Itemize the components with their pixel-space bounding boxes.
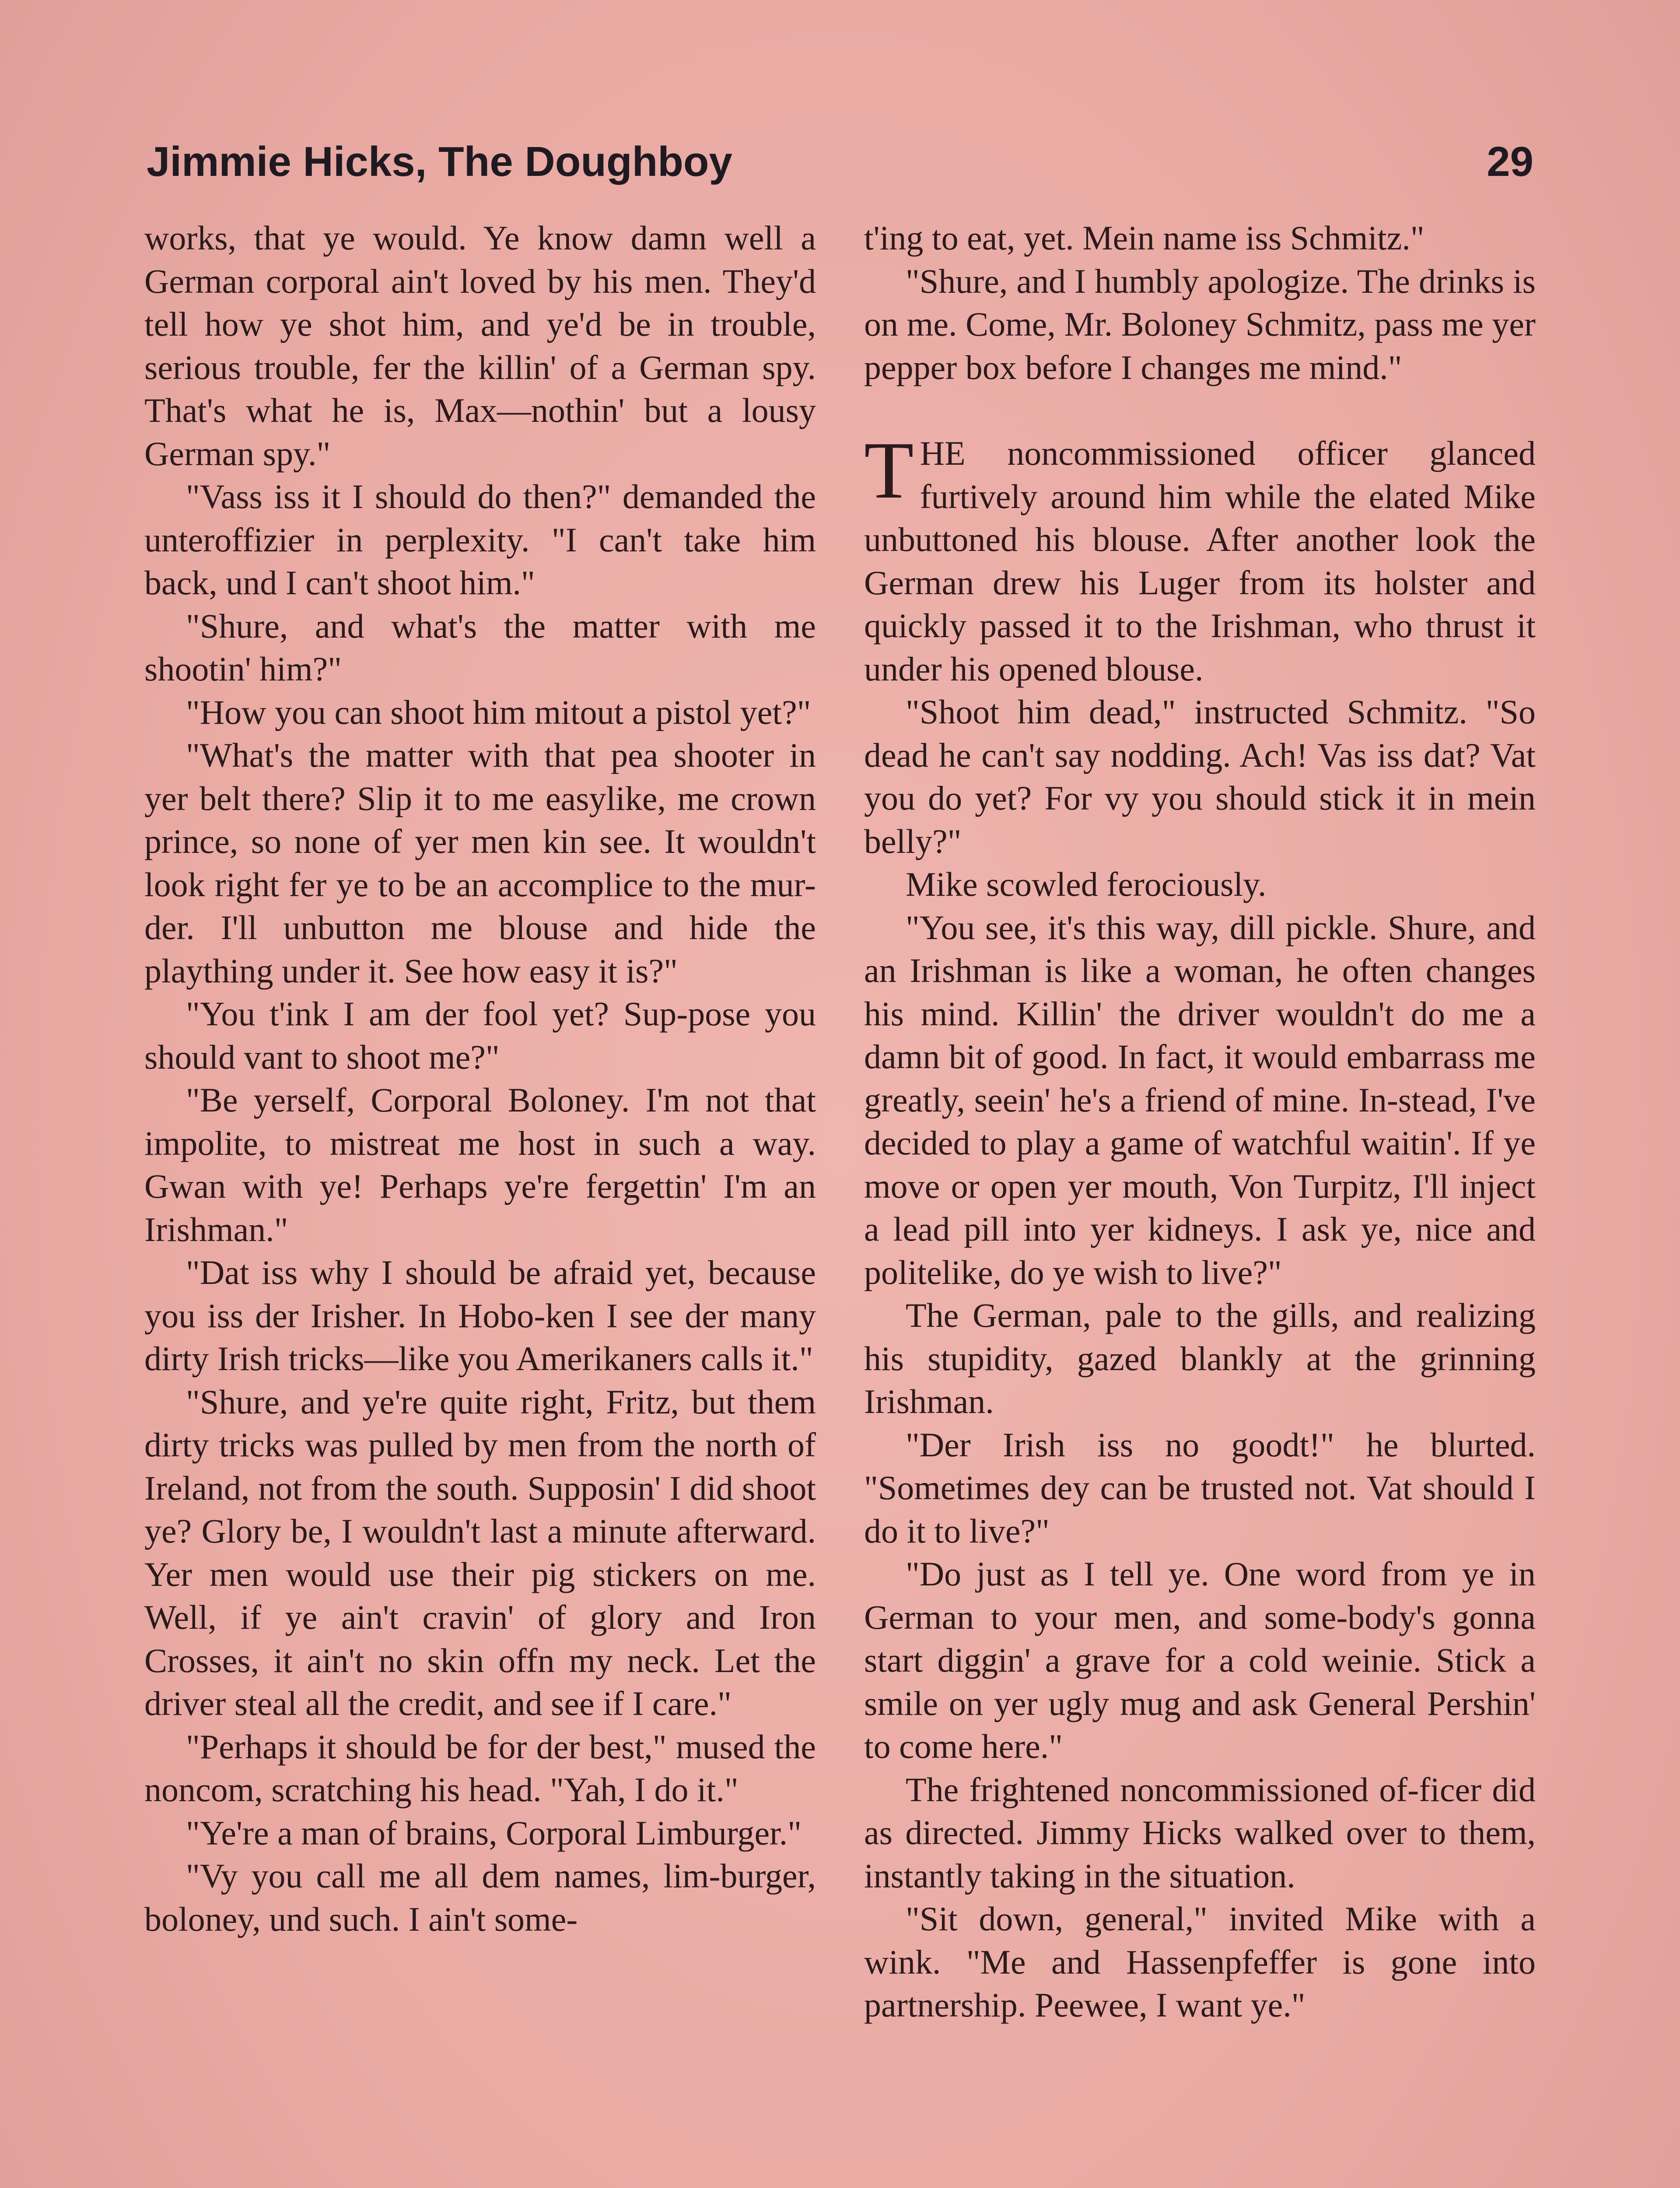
paragraph — [864, 1553, 1536, 1768]
paragraph-text: "What's the matter with that pea shooter in yer belt there? Slip it to me easylike, me crown prince, so none of yer men kin see. It wouldn't look right fer ye to be an accomplice to the mur-der. I'll unbutton me blouse and hide the plaything under it. See how easy it is?" — [144, 736, 816, 990]
paragraph-text: "How you can shoot him mitout a pistol yet?" — [186, 693, 811, 731]
paragraph-text: The German, pale to the gills, and realizing his stupidity, gazed blankly at the grinning Irishman. — [864, 1296, 1536, 1420]
paragraph-text: "You t'ink I am der fool yet? Sup-pose you should vant to shoot me?" — [144, 995, 816, 1076]
right-column — [864, 217, 1536, 2027]
paragraph-text: "You see, it's this way, dill pickle. Shure, and an Irishman is like a woman, he often changes his mind. Killin' the driver wouldn't do me a damn bit of good. In fact, it would embarrass me greatly, seein' he's a friend of mine. In-stead, I've decided to play a game of watchful waitin'. If ye move or open yer mouth, Von Turpitz, I'll inject a lead pill into yer kidneys. I ask ye, nice and politelike, do ye wish to live?" — [864, 908, 1536, 1291]
paragraph — [864, 425, 1536, 691]
paragraph — [144, 691, 816, 734]
paragraph — [864, 260, 1536, 389]
drop-cap: T — [864, 425, 914, 515]
paragraph — [144, 1812, 816, 1855]
running-header — [147, 131, 1533, 193]
paragraph-text: "Do just as I tell ye. One word from ye in German to your men, and some-body's gonna start diggin' a grave for a cold weinie. Stick a smile on yer ugly mug and ask General Pershin' to come here." — [864, 1555, 1536, 1765]
paragraph — [864, 217, 1536, 260]
running-title: Jimmie Hicks, The Doughboy — [147, 138, 732, 185]
paragraph — [864, 691, 1536, 863]
paragraph — [864, 863, 1536, 906]
paragraph — [144, 1725, 816, 1812]
paragraph-text: "Shure, and what's the matter with me shootin' him?" — [144, 607, 816, 688]
paragraph-text: "Vy you call me all dem names, lim-burger, boloney, und such. I ain't some- — [144, 1857, 816, 1938]
paragraph-text: "Perhaps it should be for der best," mused the noncom, scratching his head. "Yah, I do it." — [144, 1727, 816, 1809]
paragraph — [144, 475, 816, 605]
paragraph — [864, 1768, 1536, 1898]
paragraph-text: HE noncommissioned officer glanced furtively around him while the elated Mike unbuttoned his blouse. After another look the German drew his Luger from its holster and quickly passed it to the Irishman, who thrust it under his opened blouse. — [864, 434, 1536, 688]
paragraph — [144, 1855, 816, 1941]
paragraph — [144, 605, 816, 691]
paragraph — [864, 1424, 1536, 1553]
paragraph-text: "Ye're a man of brains, Corporal Limburger." — [186, 1813, 802, 1852]
paragraph — [144, 1251, 816, 1381]
paragraph-text: "Dat iss why I should be afraid yet, because you iss der Irisher. In Hobo-ken I see der many dirty Irish tricks—like you Amerikaners calls it." — [144, 1253, 816, 1378]
paragraph-text: t'ing to eat, yet. Mein name iss Schmitz." — [864, 219, 1424, 257]
paragraph-text: "Der Irish iss no goodt!" he blurted. "Sometimes dey can be trusted not. Vat should I do it to live?" — [864, 1425, 1536, 1550]
paragraph-text: works, that ye would. Ye know damn well a German corporal ain't loved by his men. They'd tell how ye shot him, and ye'd be in trouble, serious trouble, fer the killin' of a German spy. That's what he is, Max—nothin' but a lousy German spy." — [144, 219, 816, 473]
paragraph-text: "Be yerself, Corporal Boloney. I'm not that impolite, to mistreat me host in such a way. Gwan with ye! Perhaps ye're fergettin' I'm an Irishman." — [144, 1081, 816, 1248]
paragraph — [144, 734, 816, 992]
page-number: 29 — [1487, 138, 1533, 185]
paragraph — [864, 906, 1536, 1294]
text-columns — [144, 217, 1536, 2188]
paragraph-text: "Sit down, general," invited Mike with a wink. "Me and Hassenpfeffer is gone into partnership. Peewee, I want ye." — [864, 1900, 1536, 2024]
paragraph — [864, 1897, 1536, 2027]
paragraph-text: "Shoot him dead," instructed Schmitz. "So dead he can't say nodding. Ach! Vas iss dat? Vat you do yet? For vy you should stick it in mein belly?" — [864, 693, 1536, 860]
paragraph-text: "Shure, and ye're quite right, Fritz, but them dirty tricks was pulled by men from the north of Ireland, not from the south. Supposin' I did shoot ye? Glory be, I wouldn't last a minute afterward. Yer men would use their pig stickers on me. Well, if ye ain't cravin' of glory and Iron Crosses, it ain't no skin offn my neck. Let the driver steal all the credit, and see if I care." — [144, 1382, 816, 1722]
paragraph — [144, 1079, 816, 1251]
paragraph — [864, 1294, 1536, 1424]
paragraph-text: "Shure, and I humbly apologize. The drinks is on me. Come, Mr. Boloney Schmitz, pass me yer pepper box before I changes me mind." — [864, 262, 1536, 386]
paragraph-text: "Vass iss it I should do then?" demanded the unteroffizier in perplexity. "I can't take him back, und I can't shoot him." — [144, 477, 816, 602]
paragraph — [144, 992, 816, 1079]
paragraph-text: Mike scowled ferociously. — [906, 865, 1267, 903]
paragraph — [144, 217, 816, 475]
paragraph — [144, 1381, 816, 1725]
left-column — [144, 217, 816, 1941]
paragraph-text: The frightened noncommissioned of-ficer did as directed. Jimmy Hicks walked over to them, instantly taking in the situation. — [864, 1770, 1536, 1895]
